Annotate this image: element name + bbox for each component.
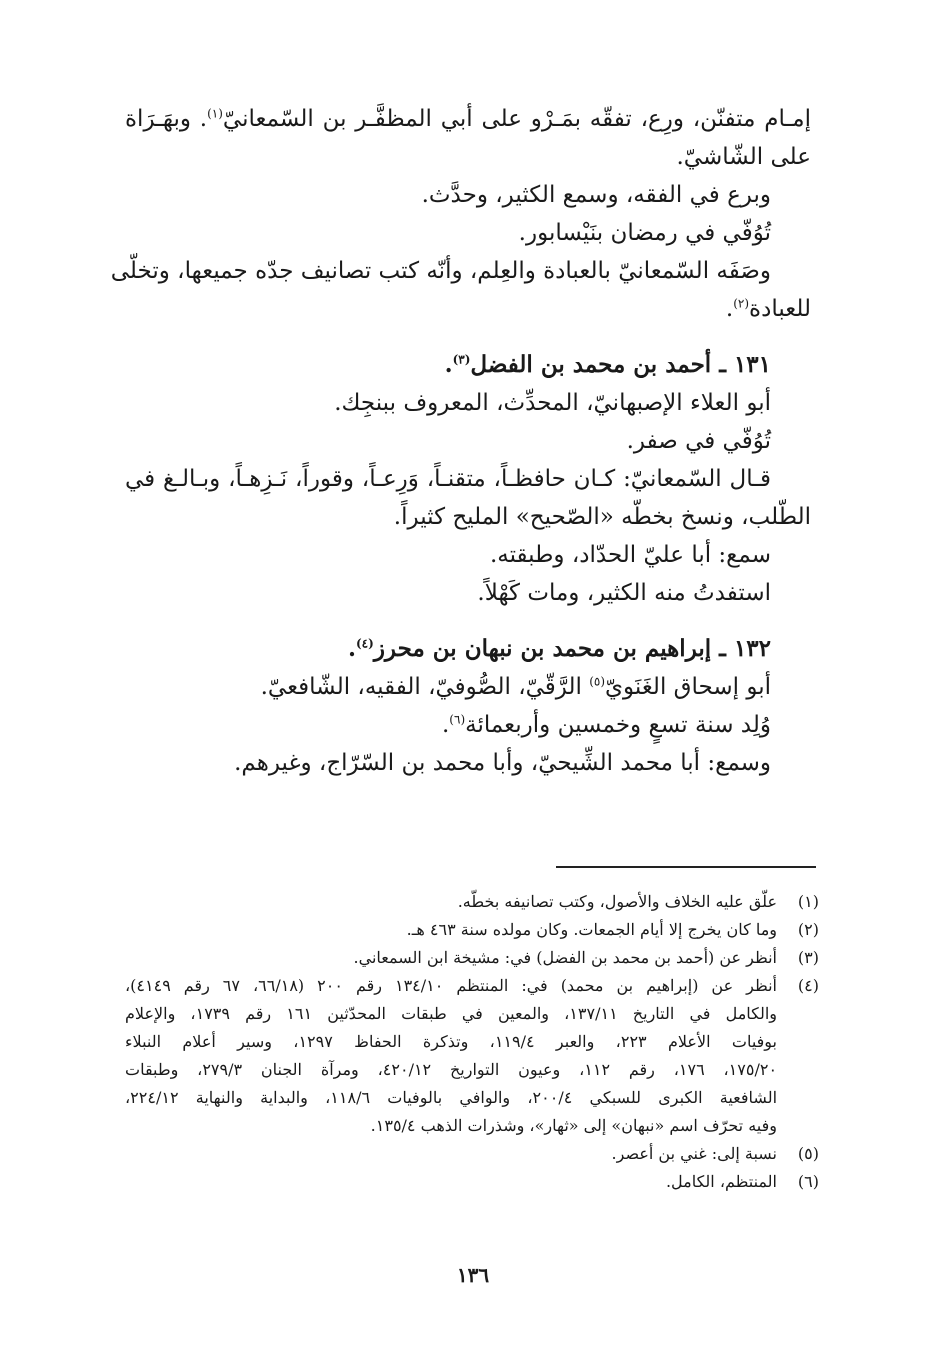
footnote: [125, 888, 819, 916]
footnotes: [125, 888, 819, 1196]
footnote-line: علّق عليه الخلاف والأصول، وكتب تصانيفه بخطّه.: [457, 892, 777, 911]
footnote-line: أنظر عن (أحمد بن محمد بن الفضل) في: مشيخة ابن السمعاني.: [353, 948, 777, 967]
line-tail: الرَّقّيّ، الصُّوفيّ، الفقيه، الشّافعيّ.: [260, 674, 590, 700]
footnote-text: [125, 1168, 777, 1196]
line-tail: .: [441, 712, 450, 738]
main-text: [110, 100, 811, 782]
line-text: أبو إسحاق الغَنَويّ: [605, 674, 771, 700]
footnote-line: الشافعية الكبرى للسبكي ٢٠٠/٤، والوافي بالوفيات ١١٨/٦، والبداية والنهاية ٢٢٤/١٢،: [125, 1088, 778, 1107]
entry-heading: [125, 346, 811, 384]
footnote-marker[interactable]: (٢): [733, 296, 750, 311]
footnote-number: (٦): [797, 1172, 819, 1191]
footnote-marker[interactable]: (٥): [589, 674, 606, 689]
footnote: [125, 1168, 819, 1196]
line-text: الطّلب، ونسخ بخطّه «الصّحيح» المليح كثيراً.: [393, 504, 811, 530]
footnote: [125, 944, 819, 972]
footnote-line: ١٧٥/٢٠، ١٧٦، رقم ١١٢، وعيون التواريخ ٤٢٠/١٢، ومرآة الجنان ٢٧٩/٣، وطبقات: [125, 1060, 778, 1079]
text-line: [125, 384, 811, 422]
footnote-number: (٥): [797, 1144, 819, 1163]
line-text: وسمع: أبا محمد الشِّيحيّ، وأبا محمد بن السّرّاج، وغيرهم.: [234, 750, 771, 776]
footnote-marker[interactable]: (٦): [449, 712, 466, 727]
text-line: [125, 138, 811, 176]
text-line: [125, 422, 811, 460]
footnote-number: (٣): [797, 948, 819, 967]
text-line: [125, 214, 811, 252]
footnote-number: (٢): [797, 920, 819, 939]
line-text: على الشّاشيّ.: [676, 144, 811, 170]
footnote-line: وفيه تحرّف اسم «نبهان» إلى «ثهار»، وشذرات الذهب ١٣٥/٤.: [370, 1116, 777, 1135]
text-line: [125, 744, 811, 782]
footnote-text: [125, 972, 777, 1140]
footnote: [125, 916, 819, 944]
entry-heading: [125, 630, 811, 668]
footnote-text: [125, 1140, 777, 1168]
line-tail: .: [347, 635, 356, 662]
footnote-line: نسبة إلى: غني بن أعصر.: [611, 1144, 777, 1163]
text-line: [125, 668, 811, 706]
text-line: [125, 706, 811, 744]
line-tail: .: [725, 296, 734, 322]
text-line: [125, 574, 811, 612]
text-line: [125, 100, 811, 138]
footnote-line: بوفيات الأعلام ٢٢٣، والعبر ١١٩/٤، وتذكرة الحفاظ ١٢٩٧، وسير أعلام النبلاء: [125, 1032, 778, 1051]
footnote-line: أنظر عن (إبراهيم بن محمد) في: المنتظم ١٣٤/١٠ رقم ٢٠٠ (٦٦/١٨، ٦٧ رقم ٤١٤٩)،: [125, 976, 778, 995]
paragraph-gap: [125, 328, 811, 346]
footnote-number: (٤): [797, 976, 819, 995]
line-text: تُوُفّي في رمضان بنَيْسابور.: [518, 220, 771, 246]
line-text: سمع: أبا عليّ الحدّاد، وطبقته.: [489, 542, 771, 568]
line-text: أبو العلاء الإصبهانيّ، المحدِّث، المعروف ببنجِك.: [334, 390, 771, 416]
footnote-marker[interactable]: (١): [207, 106, 223, 121]
footnote-number: (١): [797, 892, 819, 911]
text-line: [110, 252, 811, 290]
line-text: ١٣١ ـ أحمد بن محمد بن الفضل: [470, 351, 771, 378]
page-number: ١٣٦: [456, 1263, 490, 1287]
line-text: للعبادة: [749, 296, 811, 322]
line-text: وُلِد سنة تسعٍ وخمسين وأربعمائة: [465, 712, 771, 738]
text-line: [125, 460, 811, 498]
text-line: [125, 536, 811, 574]
line-text: وصَفَه السّمعانيّ بالعبادة والعِلم، وأنّه كتب تصانيف جدّه جميعها، وتخلّى: [110, 258, 771, 284]
footnote-line: والكامل في التاريخ ١٣٧/١١، والمعين في طبقات المحدّثين ١٦١ رقم ١٧٣٩، والإعلام: [125, 1004, 778, 1023]
line-text: قـال السّمعانيّ: كـان حافظـاً، متقنـاً، وَرِعـاً، وقوراً، نَـزِهـاً، وبـالـغ في: [125, 466, 771, 492]
line-text: تُوُفّي في صفر.: [626, 428, 771, 454]
footnote-text: [125, 916, 777, 944]
line-text: إمـام متفنّن، ورِع، تفقّه بمَـرْو على أبي المظفَّـر بن السّمعانيّ: [222, 106, 811, 132]
line-text: ١٣٢ ـ إبراهيم بن محمد بن نبهان بن محرز: [373, 635, 771, 662]
paragraph-gap: [125, 612, 811, 630]
line-text: استفدتُ منه الكثير، ومات كَهْلاً.: [477, 580, 771, 606]
footnote-marker[interactable]: (٣): [452, 352, 471, 367]
line-tail: . وبهَـرَاة: [125, 106, 208, 132]
line-text: وبرع في الفقه، وسمع الكثير، وحدَّث.: [421, 182, 771, 208]
footnote-marker[interactable]: (٤): [355, 636, 374, 651]
text-line: [125, 290, 811, 328]
footnote-separator: [556, 866, 816, 868]
footnote: [125, 972, 819, 1140]
footnote: [125, 1140, 819, 1168]
text-line: [125, 498, 811, 536]
footnote-text: [125, 944, 777, 972]
footnote-text: [125, 888, 777, 916]
footnote-line: وما كان يخرج إلا أيام الجمعات. وكان مولده سنة ٤٦٣ هـ.: [406, 920, 777, 939]
text-line: [125, 176, 811, 214]
line-tail: .: [444, 351, 453, 378]
footnote-line: المنتظم، الكامل.: [665, 1172, 777, 1191]
